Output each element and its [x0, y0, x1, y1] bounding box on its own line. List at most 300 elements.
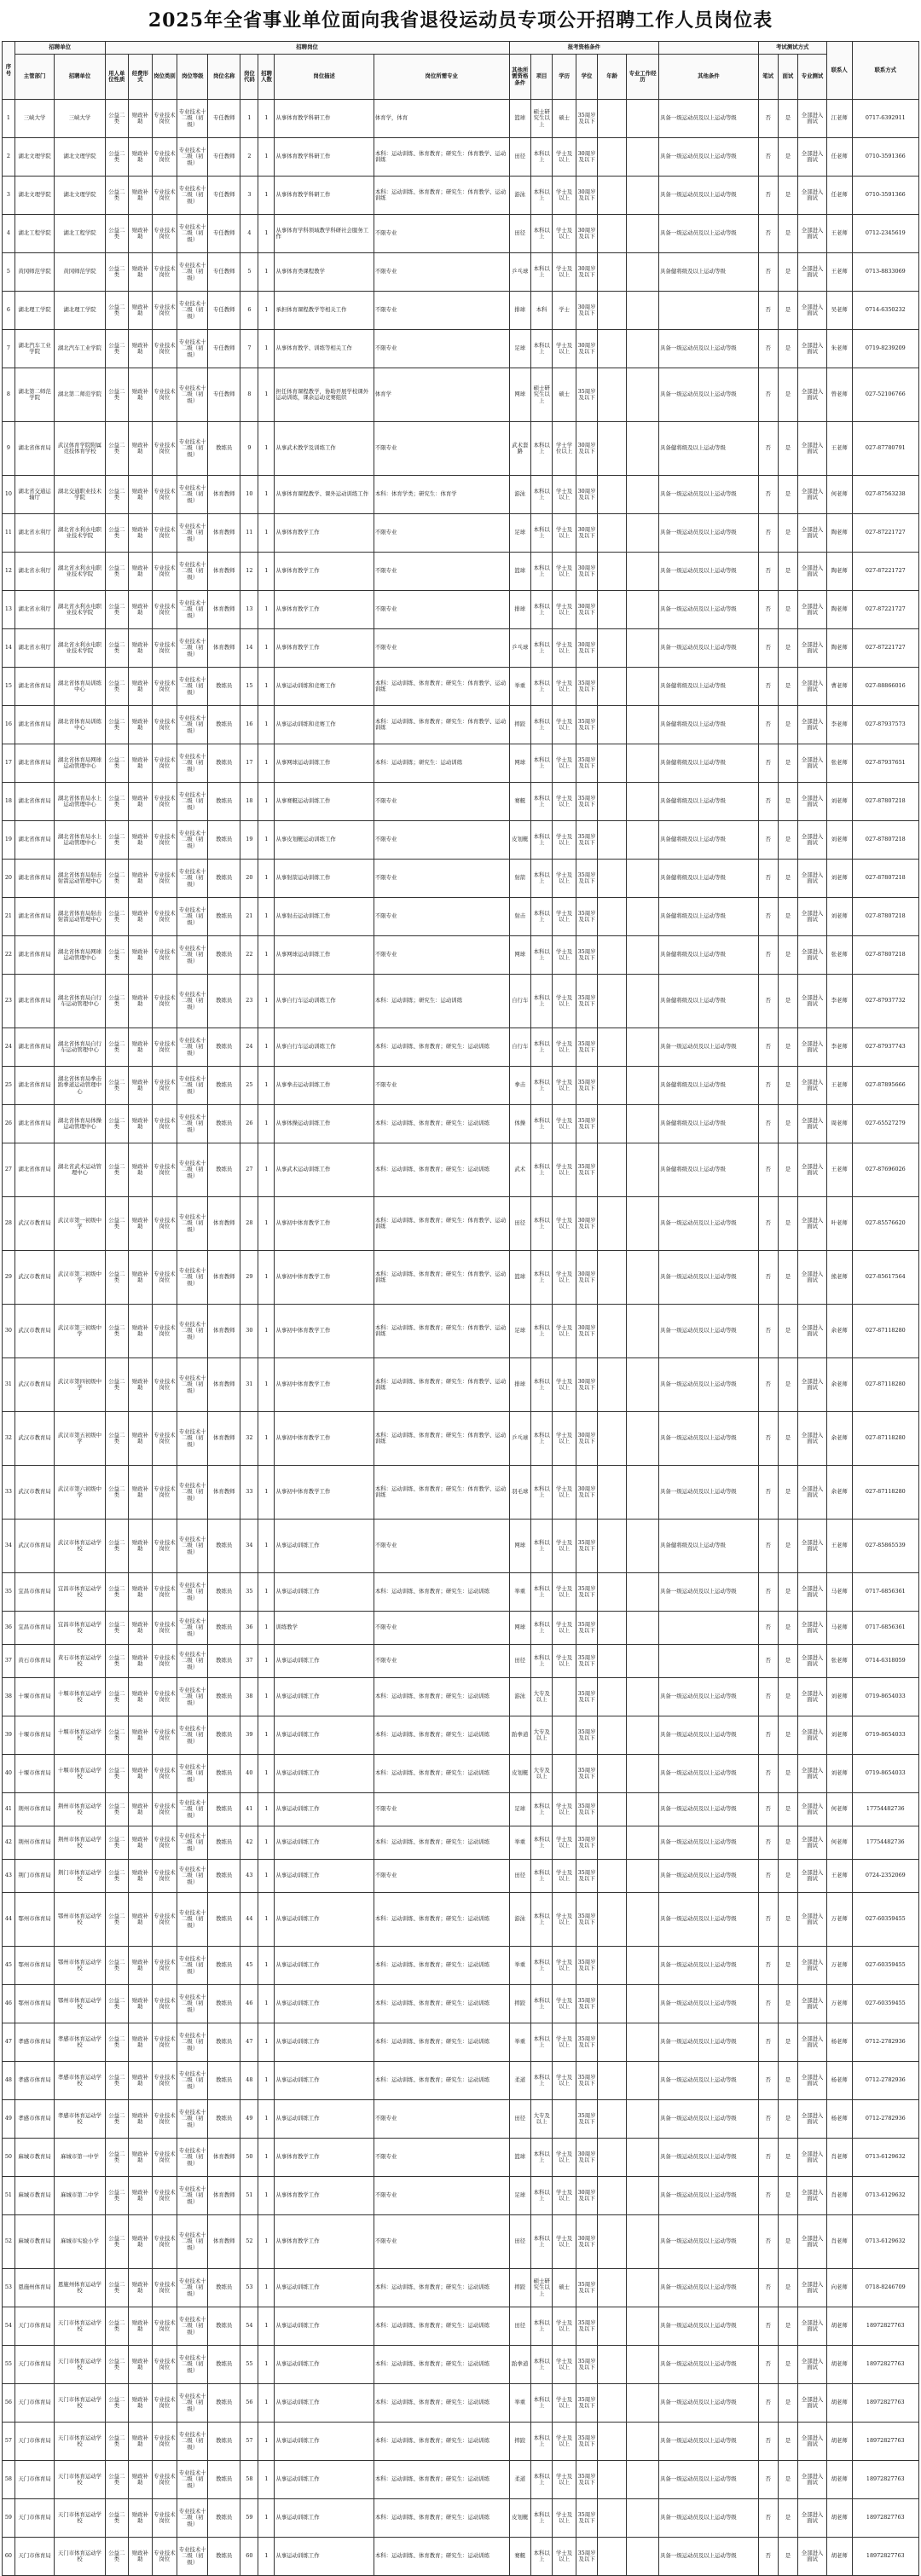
row-seq: 12	[3, 553, 15, 591]
row-category: 专业技术岗位	[152, 2461, 177, 2499]
row-description: 从事运动训练工作	[275, 2346, 374, 2384]
row-sport: 皮划艇	[509, 2499, 530, 2538]
row-fund: 财政补助	[129, 253, 153, 292]
row-age: 35周岁及以下	[576, 1826, 597, 1860]
row-degree: 学士及以上	[553, 2177, 576, 2215]
table-row	[3, 215, 919, 253]
row-other	[627, 2499, 659, 2538]
row-contact-phone: 027-87807218	[852, 936, 918, 975]
row-conditions: 具备一级运动员及以上运动等级	[659, 2269, 758, 2307]
row-age: 35周岁及以下	[576, 2384, 597, 2423]
row-dept: 天门市体育局	[14, 2461, 55, 2499]
row-age: 35周岁及以下	[576, 2423, 597, 2461]
row-age: 35周岁及以下	[576, 1716, 597, 1755]
row-degree: 学士	[553, 292, 576, 330]
row-other	[627, 898, 659, 936]
row-fund: 财政补助	[129, 215, 153, 253]
row-education: 本科以上	[530, 898, 552, 936]
row-count: 1	[258, 2384, 275, 2423]
row-major: 本科：运动训练、体育教育；研究生：运动训练	[374, 2307, 509, 2346]
row-other	[627, 1105, 659, 1143]
row-major: 不限专业	[374, 2100, 509, 2139]
row-other	[627, 292, 659, 330]
row-other	[627, 2384, 659, 2423]
row-category: 专业技术岗位	[152, 1067, 177, 1105]
row-experience	[598, 2346, 627, 2384]
row-interview: 是	[778, 1793, 797, 1826]
row-level: 专业技术十二级（初级）	[177, 2177, 208, 2215]
row-fund: 财政补助	[129, 138, 153, 177]
row-degree: 学士及以上	[553, 1573, 576, 1612]
row-interview: 是	[778, 422, 797, 476]
row-conditions: 具备健将级及以上运动等级	[659, 1067, 758, 1105]
row-code: 19	[240, 821, 258, 860]
row-experience	[598, 975, 627, 1028]
row-seq: 50	[3, 2139, 15, 2177]
row-contact-phone: 0712-2782936	[852, 2100, 918, 2139]
row-conditions: 具备一级运动员及以上运动等级	[659, 2023, 758, 2062]
row-major: 不限专业	[374, 1793, 509, 1826]
row-unit-type: 公益二类	[105, 1305, 129, 1358]
row-fund: 财政补助	[129, 629, 153, 668]
row-unit-type: 公益二类	[105, 2384, 129, 2423]
row-fund: 财政补助	[129, 2307, 153, 2346]
row-count: 1	[258, 2423, 275, 2461]
row-seq: 59	[3, 2499, 15, 2538]
row-written-exam: 否	[758, 1793, 778, 1826]
row-skill-test: 全部进入面试	[798, 177, 827, 215]
row-experience	[598, 215, 627, 253]
row-unit: 麻城市第一中学	[55, 2139, 105, 2177]
row-education: 硕士研究生以上	[530, 368, 552, 422]
row-code: 26	[240, 1105, 258, 1143]
row-education: 本科以上	[530, 422, 552, 476]
row-major: 本科：运动训练、体育教育；研究生：运动训练	[374, 1143, 509, 1197]
row-unit: 湖北省体育局训练中心	[55, 668, 105, 706]
row-fund: 财政补助	[129, 476, 153, 514]
row-description: 训练教学	[275, 1612, 374, 1645]
row-experience	[598, 292, 627, 330]
row-experience	[598, 1251, 627, 1305]
row-description: 从事武术教学及训练工作	[275, 422, 374, 476]
row-conditions: 具备一级运动员及以上运动等级	[659, 1985, 758, 2023]
row-contact-person: 胡老师	[826, 2538, 852, 2576]
row-level: 专业技术十二级（初级）	[177, 2384, 208, 2423]
row-category: 专业技术岗位	[152, 1358, 177, 1412]
row-education: 本科以上	[530, 1947, 552, 1985]
row-dept: 湖北省体育局	[14, 975, 55, 1028]
row-degree: 学士及以上	[553, 1466, 576, 1520]
row-level: 专业技术十二级（初级）	[177, 215, 208, 253]
row-fund: 财政补助	[129, 514, 153, 553]
row-dept: 湖北省水利厅	[14, 629, 55, 668]
row-major: 不限专业	[374, 2215, 509, 2269]
row-sport: 篮球	[509, 2139, 530, 2177]
row-sport: 田径	[509, 1197, 530, 1251]
row-count: 1	[258, 1067, 275, 1105]
row-position: 专任教师	[208, 368, 240, 422]
row-contact-phone: 027-87937743	[852, 1028, 918, 1067]
row-skill-test: 全部进入面试	[798, 783, 827, 821]
page-title: 2025年全省事业单位面向我省退役运动员专项公开招聘工作人员岗位表	[148, 9, 773, 32]
row-code: 14	[240, 629, 258, 668]
row-contact-person: 胡老师	[826, 2307, 852, 2346]
row-other	[627, 744, 659, 783]
row-education: 大专及以上	[530, 1678, 552, 1716]
row-fund: 财政补助	[129, 1678, 153, 1716]
row-written-exam: 否	[758, 1028, 778, 1067]
row-other	[627, 2215, 659, 2269]
row-seq: 58	[3, 2461, 15, 2499]
row-dept: 湖北汽车工业学院	[14, 330, 55, 368]
row-unit-type: 公益二类	[105, 1893, 129, 1947]
row-seq: 51	[3, 2177, 15, 2215]
row-count: 1	[258, 1860, 275, 1893]
row-skill-test: 全部进入面试	[798, 744, 827, 783]
row-other	[627, 1573, 659, 1612]
row-unit: 湖北文理学院	[55, 177, 105, 215]
row-interview: 是	[778, 591, 797, 629]
row-skill-test: 全部进入面试	[798, 1466, 827, 1520]
row-other	[627, 1305, 659, 1358]
row-experience	[598, 860, 627, 898]
row-contact-person: 杨老师	[826, 2100, 852, 2139]
row-age: 35周岁及以下	[576, 2269, 597, 2307]
row-education: 本科以上	[530, 1028, 552, 1067]
row-description: 承担体育课程教学等相关工作	[275, 292, 374, 330]
row-other	[627, 1520, 659, 1573]
row-age: 35周岁及以下	[576, 1755, 597, 1793]
row-conditions: 具备一级运动员及以上运动等级	[659, 1678, 758, 1716]
row-seq: 19	[3, 821, 15, 860]
row-other	[627, 2269, 659, 2307]
row-fund: 财政补助	[129, 2023, 153, 2062]
row-description: 从事初中体育教学工作	[275, 1466, 374, 1520]
row-experience	[598, 1985, 627, 2023]
row-contact-phone: 027-88866016	[852, 668, 918, 706]
row-contact-person: 杨老师	[826, 2023, 852, 2062]
row-fund: 财政补助	[129, 2177, 153, 2215]
row-skill-test: 全部进入面试	[798, 476, 827, 514]
table-row	[3, 1105, 919, 1143]
row-unit-type: 公益二类	[105, 2461, 129, 2499]
row-position: 体育教师	[208, 629, 240, 668]
row-written-exam: 否	[758, 215, 778, 253]
row-contact-phone: 027-87118280	[852, 1466, 918, 1520]
row-count: 1	[258, 1716, 275, 1755]
row-fund: 财政补助	[129, 2215, 153, 2269]
header-unit: 招聘单位	[14, 42, 105, 55]
row-unit: 麻城市第二中学	[55, 2177, 105, 2215]
row-dept: 宜昌市体育局	[14, 1612, 55, 1645]
row-written-exam: 否	[758, 821, 778, 860]
row-description: 从事体育教学工作	[275, 2139, 374, 2177]
row-unit-type: 公益二类	[105, 2499, 129, 2538]
row-contact-phone: 027-87221727	[852, 514, 918, 553]
row-seq: 21	[3, 898, 15, 936]
row-other	[627, 706, 659, 744]
row-dept: 武汉市教育局	[14, 1466, 55, 1520]
row-fund: 财政补助	[129, 2346, 153, 2384]
row-degree: 学士及以上	[553, 2023, 576, 2062]
row-fund: 财政补助	[129, 100, 153, 138]
row-dept: 湖北省体育局	[14, 860, 55, 898]
row-sport: 田径	[509, 1645, 530, 1678]
row-skill-test: 全部进入面试	[798, 1197, 827, 1251]
row-contact-phone: 0713-6129632	[852, 2139, 918, 2177]
row-contact-person: 何老师	[826, 1793, 852, 1826]
row-count: 1	[258, 744, 275, 783]
row-contact-person: 万老师	[826, 1893, 852, 1947]
row-dept: 湖北省体育局	[14, 1067, 55, 1105]
row-code: 53	[240, 2269, 258, 2307]
row-unit: 麻城市实验小学	[55, 2215, 105, 2269]
row-code: 47	[240, 2023, 258, 2062]
row-skill-test: 全部进入面试	[798, 706, 827, 744]
row-position: 教练员	[208, 2538, 240, 2576]
row-interview: 是	[778, 1028, 797, 1067]
row-conditions: 具备一级运动员及以上运动等级	[659, 1358, 758, 1412]
row-major: 本科：运动训练、体育教育；研究生：运动训练	[374, 1755, 509, 1793]
row-experience	[598, 1678, 627, 1716]
row-written-exam: 否	[758, 1947, 778, 1985]
row-contact-person: 曾老师	[826, 368, 852, 422]
row-contact-phone: 027-87696026	[852, 1143, 918, 1197]
row-education: 本科以上	[530, 1860, 552, 1893]
row-unit-type: 公益二类	[105, 1755, 129, 1793]
row-skill-test: 全部进入面试	[798, 1860, 827, 1893]
row-unit-type: 公益二类	[105, 2100, 129, 2139]
table-row	[3, 860, 919, 898]
row-unit: 孝感市体育运动学校	[55, 2023, 105, 2062]
row-category: 专业技术岗位	[152, 2423, 177, 2461]
row-degree: 学士及以上	[553, 668, 576, 706]
row-skill-test: 全部进入面试	[798, 1612, 827, 1645]
row-written-exam: 否	[758, 591, 778, 629]
row-degree: 学士及以上	[553, 2139, 576, 2177]
row-code: 12	[240, 553, 258, 591]
row-description: 从事体育教学科研工作	[275, 138, 374, 177]
row-unit-type: 公益二类	[105, 2177, 129, 2215]
row-fund: 财政补助	[129, 1716, 153, 1755]
row-other	[627, 2346, 659, 2384]
row-fund: 财政补助	[129, 975, 153, 1028]
row-sport: 网球	[509, 744, 530, 783]
row-other	[627, 215, 659, 253]
row-level: 专业技术十二级（初级）	[177, 1358, 208, 1412]
row-contact-phone: 0713-6129632	[852, 2177, 918, 2215]
row-level: 专业技术十二级（初级）	[177, 1716, 208, 1755]
row-unit: 湖北省体育局射击射箭运动管理中心	[55, 860, 105, 898]
row-skill-test: 全部进入面试	[798, 1520, 827, 1573]
row-degree: 学士及以上	[553, 860, 576, 898]
row-major: 不限专业	[374, 2177, 509, 2215]
row-code: 60	[240, 2538, 258, 2576]
row-code: 42	[240, 1826, 258, 1860]
row-contact-phone: 0717-6392911	[852, 100, 918, 138]
row-education: 本科以上	[530, 1143, 552, 1197]
row-contact-phone: 0713-8833069	[852, 253, 918, 292]
row-degree: 学士及以上	[553, 2215, 576, 2269]
row-unit-type: 公益二类	[105, 553, 129, 591]
row-unit: 湖北文理学院	[55, 138, 105, 177]
row-conditions: 具备一级运动员及以上运动等级	[659, 2100, 758, 2139]
row-experience	[598, 2023, 627, 2062]
row-contact-person: 万老师	[826, 1947, 852, 1985]
row-age: 30周岁及以下	[576, 2215, 597, 2269]
row-unit-type: 公益二类	[105, 2346, 129, 2384]
row-unit-type: 公益二类	[105, 1678, 129, 1716]
row-contact-phone: 17754482736	[852, 1793, 918, 1826]
row-experience	[598, 253, 627, 292]
row-dept: 十堰市体育局	[14, 1716, 55, 1755]
row-code: 6	[240, 292, 258, 330]
row-seq: 18	[3, 783, 15, 821]
row-contact-phone: 18972827763	[852, 2346, 918, 2384]
row-sport: 排球	[509, 1358, 530, 1412]
row-seq: 43	[3, 1860, 15, 1893]
row-description: 从事运动训练工作	[275, 2023, 374, 2062]
row-age: 35周岁及以下	[576, 1793, 597, 1826]
row-category: 专业技术岗位	[152, 1305, 177, 1358]
row-age: 35周岁及以下	[576, 936, 597, 975]
row-count: 1	[258, 2307, 275, 2346]
row-count: 1	[258, 1793, 275, 1826]
row-dept: 黄石市体育局	[14, 1645, 55, 1678]
row-seq: 4	[3, 215, 15, 253]
row-education: 本科以上	[530, 1466, 552, 1520]
row-conditions: 具备一级运动员及以上运动等级	[659, 1716, 758, 1755]
row-major: 不限专业	[374, 514, 509, 553]
row-position: 教练员	[208, 1645, 240, 1678]
row-seq: 14	[3, 629, 15, 668]
row-interview: 是	[778, 1985, 797, 2023]
row-conditions: 具备一级运动员及以上运动等级	[659, 476, 758, 514]
row-unit: 湖北省体育局自行车运动管理中心	[55, 1028, 105, 1067]
row-category: 专业技术岗位	[152, 2100, 177, 2139]
row-written-exam: 否	[758, 368, 778, 422]
table-row	[3, 2269, 919, 2307]
row-description: 从事运动训练工作	[275, 1893, 374, 1947]
row-seq: 57	[3, 2423, 15, 2461]
row-major: 本科：运动训练、体育教育；研究生：运动训练	[374, 2499, 509, 2538]
row-interview: 是	[778, 2384, 797, 2423]
row-contact-person: 何老师	[826, 476, 852, 514]
row-skill-test: 全部进入面试	[798, 1793, 827, 1826]
row-seq: 27	[3, 1143, 15, 1197]
row-position: 教练员	[208, 422, 240, 476]
row-description: 从事运动训练和竞赛工作	[275, 668, 374, 706]
row-major: 不限专业	[374, 783, 509, 821]
row-category: 专业技术岗位	[152, 668, 177, 706]
row-written-exam: 否	[758, 1985, 778, 2023]
row-conditions: 具备健将级及以上运动等级	[659, 668, 758, 706]
row-degree: 学士及以上	[553, 975, 576, 1028]
row-level: 专业技术十二级（初级）	[177, 553, 208, 591]
row-contact-phone: 027-87937651	[852, 744, 918, 783]
row-other	[627, 1358, 659, 1412]
row-code: 50	[240, 2139, 258, 2177]
row-seq: 3	[3, 177, 15, 215]
row-unit: 湖北省体育局网球运动管理中心	[55, 936, 105, 975]
row-code: 59	[240, 2499, 258, 2538]
row-contact-person: 李老师	[826, 1028, 852, 1067]
row-conditions	[659, 1612, 758, 1645]
table-row	[3, 253, 919, 292]
row-seq: 53	[3, 2269, 15, 2307]
row-written-exam: 否	[758, 422, 778, 476]
row-dept: 鄂州市体育局	[14, 1947, 55, 1985]
row-level: 专业技术十二级（初级）	[177, 368, 208, 422]
row-description: 从事体育教学、训练等相关工作	[275, 330, 374, 368]
row-major: 不限专业	[374, 1645, 509, 1678]
row-level: 专业技术十二级（初级）	[177, 898, 208, 936]
row-unit: 武汉市体育运动学校	[55, 1520, 105, 1573]
table-row	[3, 2139, 919, 2177]
row-unit-type: 公益二类	[105, 629, 129, 668]
row-contact-person: 陶老师	[826, 553, 852, 591]
row-other	[627, 422, 659, 476]
table-row	[3, 553, 919, 591]
row-skill-test: 全部进入面试	[798, 100, 827, 138]
row-position: 体育教师	[208, 591, 240, 629]
row-education: 本科以上	[530, 629, 552, 668]
row-sport: 皮划艇	[509, 1755, 530, 1793]
row-sport: 射箭	[509, 860, 530, 898]
row-other	[627, 1893, 659, 1947]
row-skill-test: 全部进入面试	[798, 1105, 827, 1143]
row-seq: 33	[3, 1466, 15, 1520]
row-sport: 网球	[509, 936, 530, 975]
row-position: 教练员	[208, 2346, 240, 2384]
row-seq: 24	[3, 1028, 15, 1067]
row-education: 本科以上	[530, 1893, 552, 1947]
row-interview: 是	[778, 2139, 797, 2177]
row-interview: 是	[778, 1105, 797, 1143]
row-skill-test: 全部进入面试	[798, 2307, 827, 2346]
row-written-exam: 否	[758, 100, 778, 138]
row-conditions: 具备一级运动员及以上运动等级	[659, 1305, 758, 1358]
row-sport: 举重	[509, 1826, 530, 1860]
row-age: 30周岁及以下	[576, 138, 597, 177]
row-sport: 足球	[509, 1305, 530, 1358]
row-category: 专业技术岗位	[152, 368, 177, 422]
row-skill-test: 全部进入面试	[798, 1358, 827, 1412]
column-header: 岗位描述	[275, 55, 374, 100]
table-row	[3, 292, 919, 330]
row-age: 30周岁及以下	[576, 177, 597, 215]
row-experience	[598, 821, 627, 860]
row-seq: 48	[3, 2062, 15, 2100]
row-fund: 财政补助	[129, 1893, 153, 1947]
row-education: 本科以上	[530, 177, 552, 215]
row-contact-person: 王老师	[826, 215, 852, 253]
row-seq: 23	[3, 975, 15, 1028]
row-unit-type: 公益二类	[105, 1197, 129, 1251]
row-sport: 田径	[509, 2307, 530, 2346]
row-sport: 赛艇	[509, 2538, 530, 2576]
row-unit: 黄石市体育运动学校	[55, 1645, 105, 1678]
row-dept: 湖北省体育局	[14, 936, 55, 975]
row-interview: 是	[778, 553, 797, 591]
row-conditions: 具备一级运动员及以上运动等级	[659, 1028, 758, 1067]
row-conditions: 具备一级运动员及以上运动等级	[659, 100, 758, 138]
row-code: 48	[240, 2062, 258, 2100]
row-conditions: 具备一级运动员及以上运动等级	[659, 553, 758, 591]
row-sport: 游泳	[509, 1678, 530, 1716]
row-other	[627, 2307, 659, 2346]
row-degree: 学士及以上	[553, 2307, 576, 2346]
